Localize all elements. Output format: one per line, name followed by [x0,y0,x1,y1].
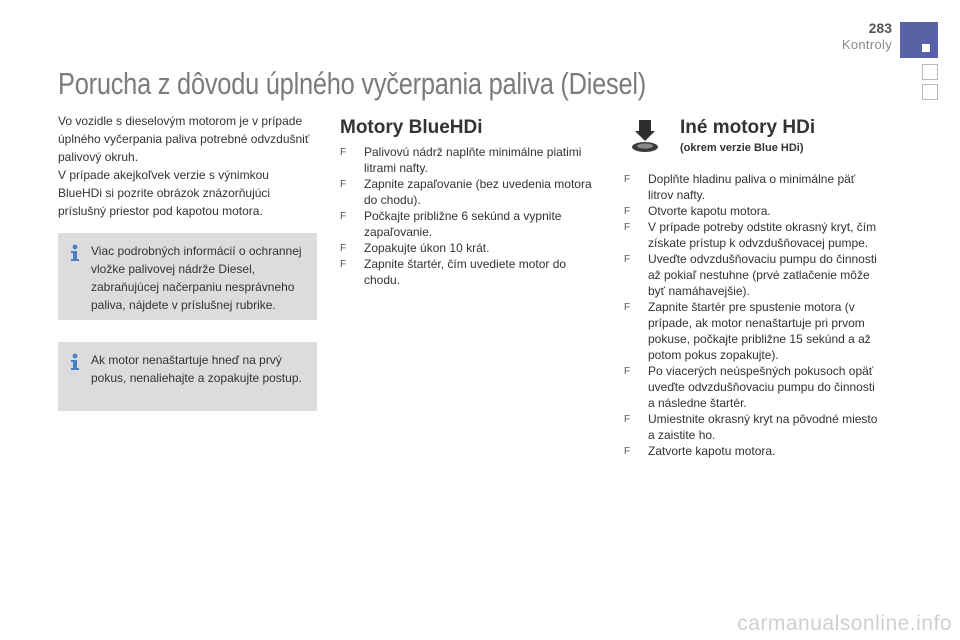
list-item: F Zapnite zapaľovanie (bez uvedenia motora do chodu). [340,177,592,207]
bluehdi-heading: Motory BlueHDi [340,117,483,138]
other-hdi-steps [624,171,892,459]
list-item: F Zatvorte kapotu motora. [624,444,776,458]
section-label: Kontroly [841,37,892,52]
other-hdi-subheading: (okrem verzie Blue HDi) [680,142,804,154]
bluehdi-steps [340,144,602,288]
chapter-tab[interactable] [922,64,938,80]
bullet-marker: F [624,414,631,425]
list-item: F Po viacerých neúspešných pokusoch opäť uveďte odvzdušňovaciu pumpu do činnosti a následne štartér. [624,364,875,410]
info-note-fuel-insert: Viac podrobných informácií o ochrannej vložke palivovej nádrže Diesel, zabraňujúcej načerpaniu nesprávneho paliva, nájdete v príslušnej rubrike. [58,233,317,320]
bullet-marker: F [624,446,631,457]
other-hdi-heading: Iné motory HDi [680,117,816,138]
list-item: F V prípade potreby odstite okrasný kryt, čím získate prístup k odvzdušňovacej pumpe. [624,220,877,250]
page-number: 283 [868,20,892,36]
info-note-retry: Ak motor nenaštartuje hneď na prvý pokus, nenaliehajte a zopakujte postup. [58,342,317,411]
list-item: F Doplňte hladinu paliva o minimálne päť litrov nafty. [624,172,856,202]
fuel-pump-icon [628,118,662,154]
bullet-marker: F [340,259,347,270]
page-title: Porucha z dôvodu úplného vyčerpania paliva (Diesel) [58,66,647,101]
bullet-marker: F [340,147,347,158]
list-item: F Zapnite štartér, čím uvediete motor do chodu. [340,257,567,287]
chapter-tab-active[interactable] [900,22,938,58]
list-item: F Počkajte približne 6 sekúnd a vypnite zapaľovanie. [340,209,562,239]
bullet-marker: F [624,254,631,265]
chapter-tab[interactable] [922,84,938,100]
bullet-marker: F [624,222,631,233]
intro-text: Vo vozidle s dieselovým motorom je v prípade úplného vyčerpania paliva potrebné odvzdušniť palivový okruh. V prípade akejkoľvek verzie s výnimkou BlueHDi si pozrite obrázok znázorňujúci príslušný priestor pod kapotou motora. [58,114,310,218]
list-item: F Zapnite štartér pre spustenie motora (v prípade, ak motor nenaštartuje pri prvom pokuse, počkajte približne 15 sekúnd a až potom pokus zopakujte). [624,300,871,362]
info-icon [67,244,83,262]
list-item: F Otvorte kapotu motora. [624,204,771,218]
list-item: F Umiestnite okrasný kryt na pôvodné miesto a zaistite ho. [624,412,878,442]
list-item: F Zopakujte úkon 10 krát. [340,241,490,255]
watermark: carmanualsonline.info [737,612,952,635]
bullet-marker: F [624,302,631,313]
bullet-marker: F [624,174,631,185]
list-item: F Uveďte odvzdušňovaciu pumpu do činnosti až pokiaľ nestuhne (prvé zatlačenie môže byť namáhavejšie). [624,252,877,298]
list-item: F Palivovú nádrž naplňte minimálne piatimi litrami nafty. [340,145,582,175]
bullet-marker: F [340,211,347,222]
info-icon [67,353,83,371]
tab-marker-icon [922,44,930,52]
bullet-marker: F [340,179,347,190]
bullet-marker: F [624,366,631,377]
bullet-marker: F [624,206,631,217]
bullet-marker: F [340,243,347,254]
